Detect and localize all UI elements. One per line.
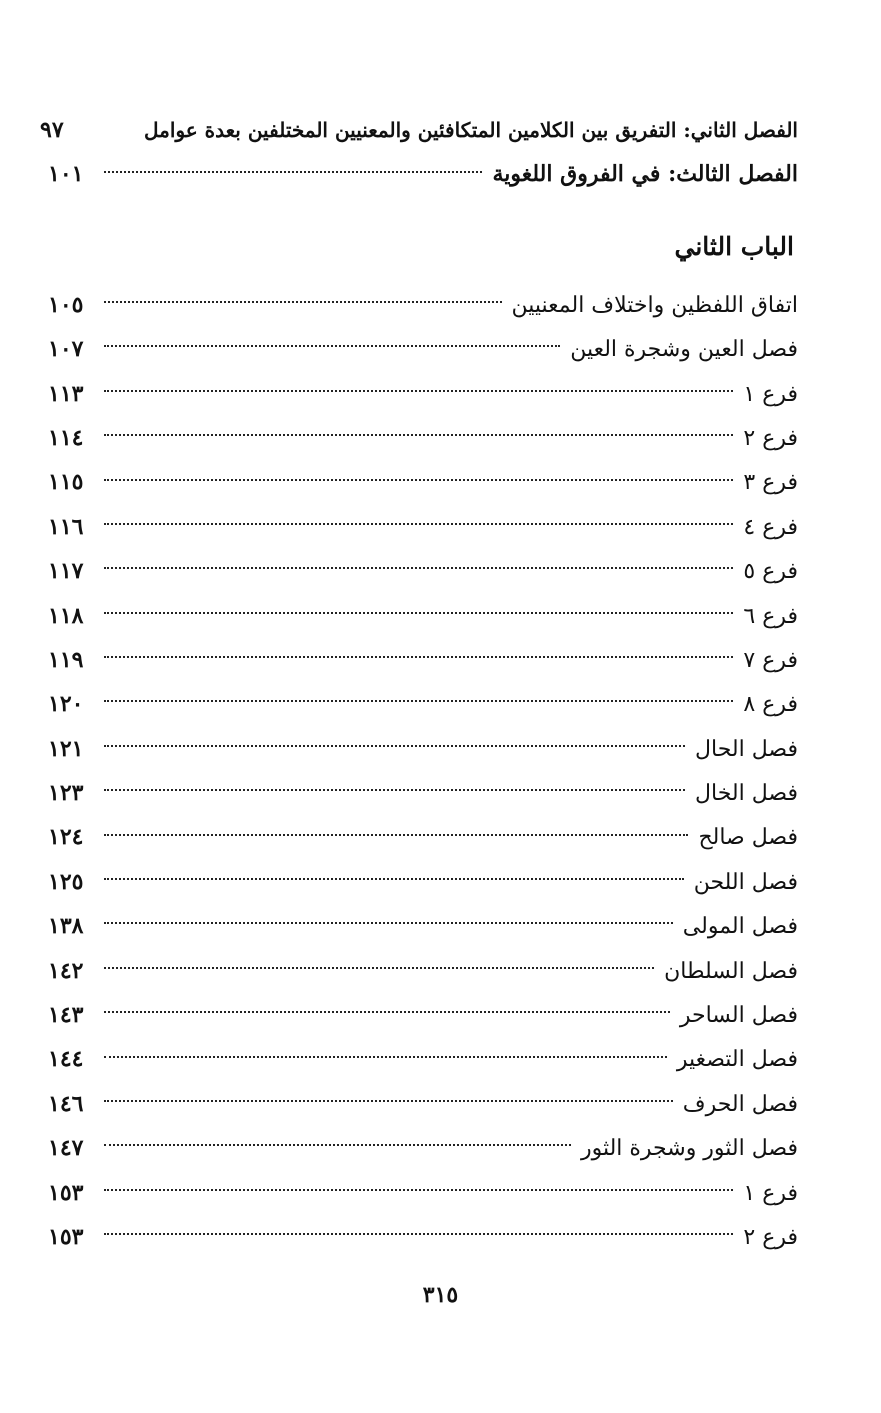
entry-page: ١٢٤ xyxy=(48,824,84,851)
entry-title: فصل السلطان xyxy=(664,958,798,984)
dot-leader xyxy=(104,1056,667,1058)
dot-leader xyxy=(104,1100,673,1102)
entry-page: ١٣٨ xyxy=(48,913,84,940)
entry-title: فصل الثور وشجرة الثور xyxy=(580,1136,798,1162)
toc-entry[interactable] xyxy=(48,860,798,904)
entry-page: ١١٨ xyxy=(48,602,84,629)
toc-entry[interactable] xyxy=(48,727,798,771)
entry-page: ١٢٣ xyxy=(48,780,84,807)
dot-leader xyxy=(104,1233,733,1235)
toc-entry[interactable] xyxy=(48,1215,798,1259)
entry-title: فصل المولى xyxy=(682,914,798,940)
entry-title: فرع ١ xyxy=(743,381,798,407)
entry-title: فصل الحال xyxy=(695,736,798,762)
toc-entry[interactable] xyxy=(48,904,798,948)
toc-entry[interactable] xyxy=(48,1126,798,1170)
entry-title: فصل التصغير xyxy=(676,1047,798,1073)
dot-leader xyxy=(104,656,733,658)
dot-leader xyxy=(104,523,733,525)
dot-leader xyxy=(104,434,733,436)
entry-title: فصل اللحن xyxy=(693,869,798,895)
entry-title: فصل صالح xyxy=(698,825,798,851)
toc-entry[interactable] xyxy=(48,1037,798,1081)
entry-title: فرع ٧ xyxy=(743,647,798,673)
entry-page: ١٤٧ xyxy=(48,1135,84,1162)
entry-title: فصل الحرف xyxy=(682,1091,798,1117)
entry-title: فصل العين وشجرة العين xyxy=(570,337,798,363)
dot-leader xyxy=(104,1011,670,1013)
dot-leader xyxy=(104,171,482,173)
entry-title: اتفاق اللفظين واختلاف المعنيين xyxy=(511,292,798,318)
dot-leader xyxy=(104,345,560,347)
toc-entry[interactable] xyxy=(48,372,798,416)
toc-entry[interactable] xyxy=(48,549,798,593)
toc-entry[interactable] xyxy=(48,416,798,460)
entry-title: فرع ٢ xyxy=(743,1224,798,1250)
dot-leader xyxy=(104,1189,733,1191)
toc-page xyxy=(40,108,798,1259)
dot-leader xyxy=(104,878,684,880)
dot-leader xyxy=(104,834,688,836)
entry-page: ١٢٠ xyxy=(48,691,84,718)
entry-title: فرع ٢ xyxy=(743,425,798,451)
entry-page: ١٠١ xyxy=(48,161,84,188)
toc-entry[interactable] xyxy=(48,682,798,726)
dot-leader xyxy=(104,301,502,303)
toc-entry[interactable] xyxy=(48,949,798,993)
page-number: ٣١٥ xyxy=(422,1282,459,1308)
section-heading: الباب الثاني xyxy=(674,231,794,261)
entry-page: ١١٣ xyxy=(48,380,84,407)
entry-title: الفصل الثاني: التفريق بين الكلامين المتكافئين والمعنيين المختلفين بعدة عوامل xyxy=(144,118,798,142)
toc-entry[interactable] xyxy=(40,108,798,152)
entry-page: ١١٥ xyxy=(48,469,84,496)
entry-page: ١١٩ xyxy=(48,646,84,673)
dot-leader xyxy=(104,479,733,481)
toc-entry[interactable] xyxy=(48,327,798,371)
entry-page: ١٢١ xyxy=(48,735,84,762)
toc-entry[interactable] xyxy=(48,815,798,859)
entry-title: الفصل الثالث: في الفروق اللغوية xyxy=(492,161,798,188)
entry-page: ١٤٣ xyxy=(48,1002,84,1029)
entry-title: فرع ٣ xyxy=(743,470,798,496)
toc-list xyxy=(48,283,798,1260)
entry-page: ١٤٦ xyxy=(48,1090,84,1117)
toc-entry[interactable] xyxy=(48,283,798,327)
entry-page: ١٤٢ xyxy=(48,957,84,984)
entry-title: فرع ٥ xyxy=(743,559,798,585)
entry-title: فرع ١ xyxy=(743,1180,798,1206)
dot-leader xyxy=(104,967,654,969)
entry-page: ١٤٤ xyxy=(48,1046,84,1073)
entry-page: ١٥٣ xyxy=(48,1179,84,1206)
dot-leader xyxy=(104,922,673,924)
entry-page: ١١٤ xyxy=(48,424,84,451)
dot-leader xyxy=(104,1144,571,1146)
entry-title: فصل الساحر xyxy=(679,1003,798,1029)
entry-page: ١٠٥ xyxy=(48,291,84,318)
dot-leader xyxy=(104,567,733,569)
entry-title: فرع ٨ xyxy=(743,692,798,718)
entry-page: ١١٧ xyxy=(48,558,84,585)
dot-leader xyxy=(104,745,685,747)
toc-entry[interactable] xyxy=(48,460,798,504)
dot-leader xyxy=(104,789,685,791)
toc-entry[interactable] xyxy=(48,594,798,638)
entry-title: فرع ٦ xyxy=(743,603,798,629)
entry-page: ١٠٧ xyxy=(48,336,84,363)
dot-leader xyxy=(104,390,733,392)
toc-entry[interactable] xyxy=(48,771,798,815)
entry-page: ١١٦ xyxy=(48,513,84,540)
toc-entry[interactable] xyxy=(48,1082,798,1126)
toc-entry[interactable] xyxy=(48,993,798,1037)
entry-title: فرع ٤ xyxy=(743,514,798,540)
entry-page: ١٥٣ xyxy=(48,1223,84,1250)
entry-title: فصل الخال xyxy=(695,781,798,807)
entry-page: ٩٧ xyxy=(40,117,64,143)
toc-entry[interactable] xyxy=(48,152,798,196)
toc-entry[interactable] xyxy=(48,505,798,549)
toc-entry[interactable] xyxy=(48,638,798,682)
toc-entry[interactable] xyxy=(48,1171,798,1215)
entry-page: ١٢٥ xyxy=(48,868,84,895)
dot-leader xyxy=(104,700,733,702)
dot-leader xyxy=(104,612,733,614)
